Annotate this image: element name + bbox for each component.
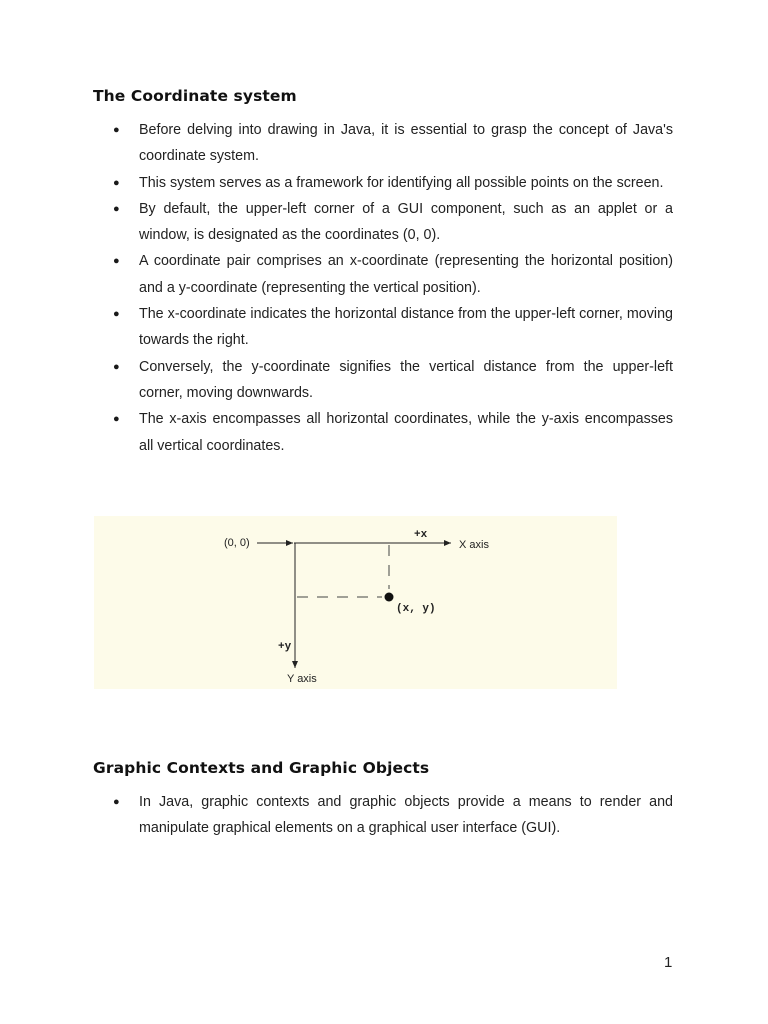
bullet-item: ● Before delving into drawing in Java, it is essential to grasp the concept of Java's coordinate system. (139, 117, 673, 170)
x-axis-label: X axis (459, 539, 489, 551)
bullet-item: ● The x-coordinate indicates the horizontal distance from the upper-left corner, moving towards the right. (139, 301, 673, 354)
coordinate-system-bullet-list (139, 117, 673, 459)
coordinate-diagram-svg (94, 516, 617, 689)
y-axis-label: Y axis (287, 673, 317, 685)
point-label: (x, y) (396, 603, 436, 615)
bullet-item: ● In Java, graphic contexts and graphic objects provide a means to render and manipulate graphical elements on a graphical user interface (GUI). (139, 789, 673, 842)
x-direction-label: +x (414, 529, 428, 541)
y-direction-label: +y (278, 641, 292, 653)
bullet-item: ● The x-axis encompasses all horizontal coordinates, while the y-axis encompasses all vertical coordinates. (139, 406, 673, 459)
bullet-item: ● This system serves as a framework for identifying all possible points on the screen. (139, 170, 673, 196)
origin-label: (0, 0) (224, 537, 250, 549)
section-heading-coordinate-system: The Coordinate system (93, 87, 297, 105)
point-marker (385, 593, 394, 602)
bullet-item: ● A coordinate pair comprises an x-coordinate (representing the horizontal position) and a y-coordinate (representing the vertical position). (139, 248, 673, 301)
section-heading-graphic-contexts: Graphic Contexts and Graphic Objects (93, 759, 430, 777)
page-number: 1 (664, 954, 673, 971)
graphic-contexts-bullet-list (139, 789, 673, 842)
bullet-item: ● Conversely, the y-coordinate signifies the vertical distance from the upper-left corner, moving downwards. (139, 354, 673, 407)
coordinate-system-diagram (94, 516, 617, 689)
bullet-item: ● By default, the upper-left corner of a GUI component, such as an applet or a window, is designated as the coordinates (0, 0). (139, 196, 673, 249)
